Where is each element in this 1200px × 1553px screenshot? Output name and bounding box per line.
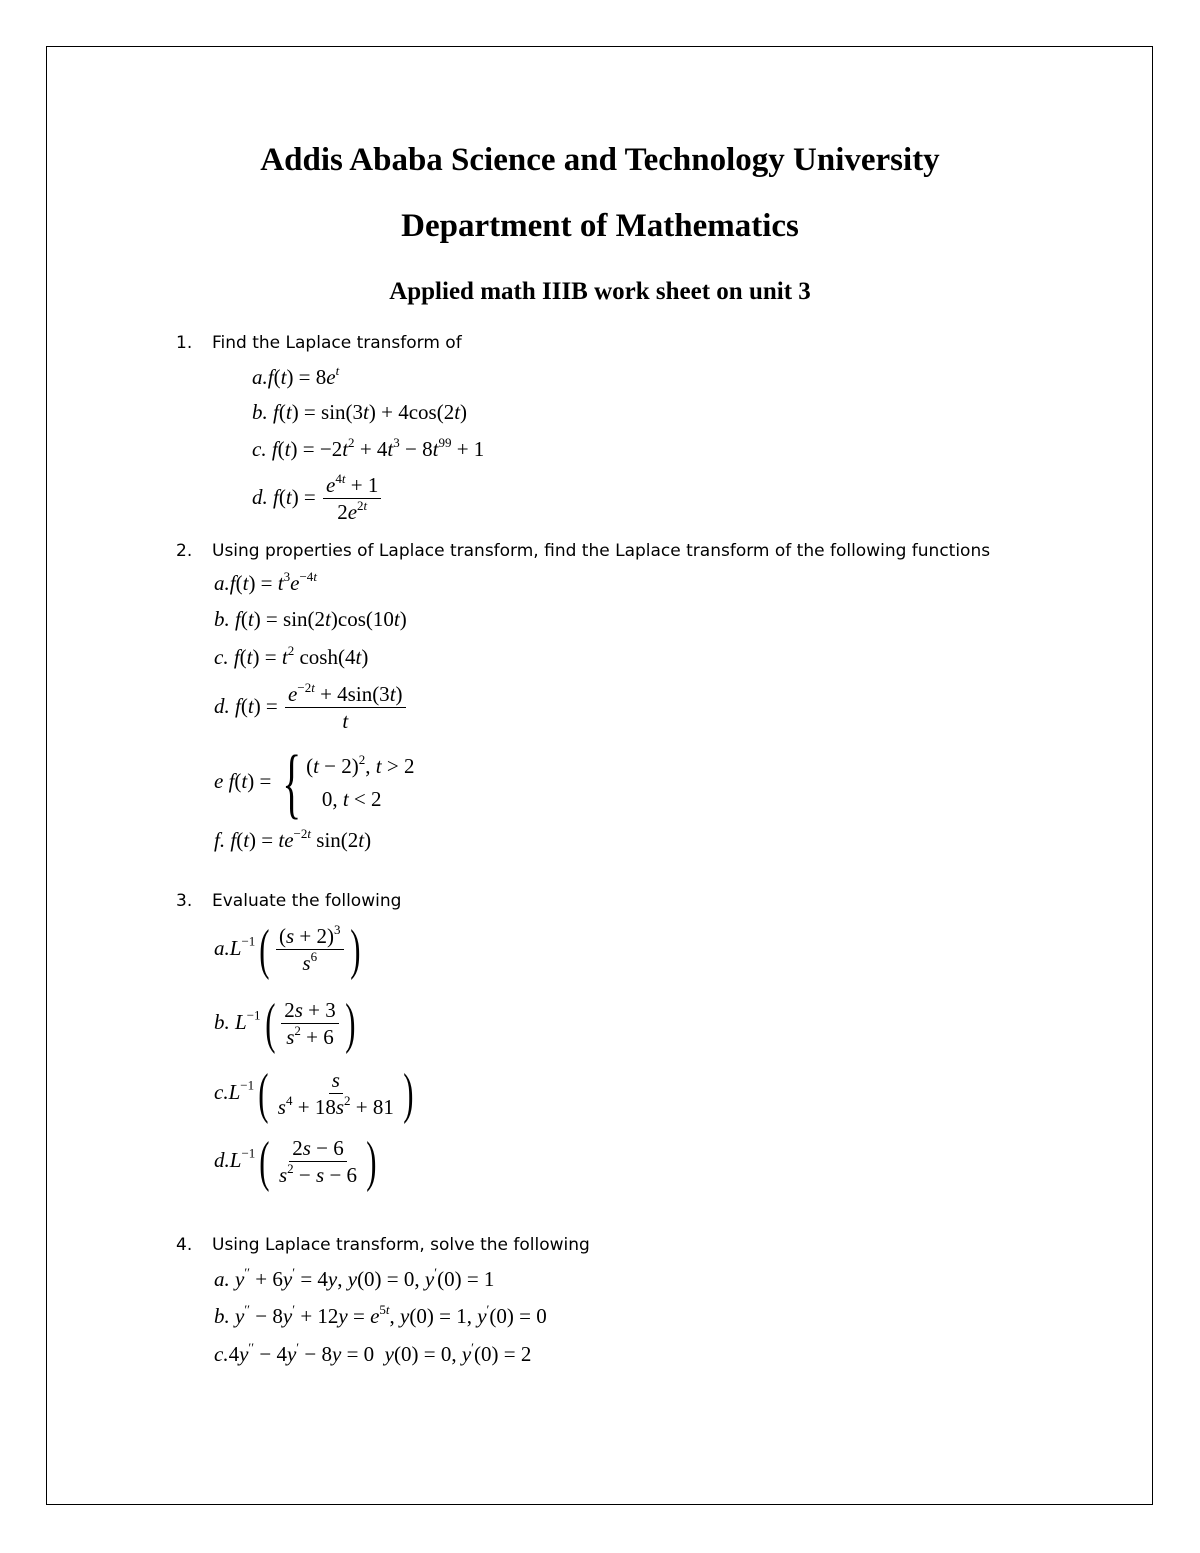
item-label: f. xyxy=(214,828,226,852)
q1-item-d: d. f(t) = $\frac{e^{4t} + 1}{2e^{2t}}$ xyxy=(252,475,383,523)
question-1-number: 1. xyxy=(176,333,193,353)
item-label: b. xyxy=(252,400,268,424)
item-label: c. xyxy=(214,645,229,669)
q1-item-a: $a.f(t) = 8e^t$ xyxy=(252,362,340,389)
item-label: a. xyxy=(214,1267,230,1291)
q1-item-b: b. f(t) = sin(3t) + 4cos(2t) xyxy=(252,400,468,424)
q2-item-f: f. $f(t) = te^{-2t}$ sin(2t) xyxy=(214,825,372,852)
question-1-text: Find the Laplace transform of xyxy=(212,333,462,353)
item-label: b. xyxy=(214,1009,230,1034)
q4-item-b: b. $y'' - 8y' + 12y = e^{5t}$, y(0) = 1, y′(0) = 0 xyxy=(214,1301,547,1328)
q3-item-a: $a.L^{-1}$ ( $\frac{(s + 2)^3}{s^6}$ ) xyxy=(214,919,360,981)
item-label: a. xyxy=(214,935,230,960)
page-border xyxy=(46,46,1153,1505)
worksheet-subtitle: Applied math IIIB work sheet on unit 3 xyxy=(389,278,811,305)
item-label: c. xyxy=(252,437,267,461)
item-label: b. xyxy=(214,607,230,631)
item-label: e xyxy=(214,768,224,793)
question-2-number: 2. xyxy=(176,541,193,561)
q4-item-a: a. y′′ + 6y′ = 4y, y(0) = 0, y′(0) = 1 xyxy=(214,1264,495,1291)
item-label: c. xyxy=(214,1342,229,1366)
q2-item-d: d. f(t) = $\frac{e^{-2t} + 4\sin(3t)}{t}$ xyxy=(214,684,408,732)
q2-item-b: b. f(t) = sin(2t)cos(10t) xyxy=(214,607,407,631)
q2-item-c: c. $f(t) = t^2$ cosh(4t) xyxy=(214,642,369,669)
q2-item-e: e f(t) = { $(t - 2)^2$, t > 2 0, t < 2 xyxy=(214,739,415,826)
university-title: Addis Ababa Science and Technology University xyxy=(260,142,940,178)
item-label: a. xyxy=(252,365,268,389)
q1-item-c: c. $f(t) = -2t^2 + 4t^3 - 8t^{99} + 1$ xyxy=(252,434,485,461)
item-label: b. xyxy=(214,1304,230,1328)
question-4-number: 4. xyxy=(176,1235,193,1255)
department-title: Department of Mathematics xyxy=(401,208,799,244)
question-4-text: Using Laplace transform, solve the following xyxy=(212,1235,590,1255)
item-label: a. xyxy=(214,571,230,595)
question-3-number: 3. xyxy=(176,891,193,911)
question-3-text: Evaluate the following xyxy=(212,891,402,911)
q3-item-b: b. $L^{-1}$ ( $\frac{2s + 3}{s^2 + 6}$ ) xyxy=(214,993,356,1055)
q4-item-c: c.4y′′ − 4y′ − 8y = 0 y(0) = 0, y′(0) = 2 xyxy=(214,1339,532,1366)
item-label: d. xyxy=(252,484,268,509)
q3-item-d: $d.L^{-1}$ ( $\frac{2s - 6}{s^2 - s - 6}$ ) xyxy=(214,1131,377,1193)
item-label: d. xyxy=(214,1147,230,1172)
question-2-text: Using properties of Laplace transform, find the Laplace transform of the following functions xyxy=(212,541,991,561)
q2-item-a: $a.f(t) = t^3e^{-4t}$ xyxy=(214,568,317,595)
item-label: d. xyxy=(214,693,230,718)
q3-item-c: $c.L^{-1}$ ( $\frac{s}{s^4 + 18s^2 + 81}$ ) xyxy=(214,1063,414,1125)
item-label: c. xyxy=(214,1079,229,1104)
